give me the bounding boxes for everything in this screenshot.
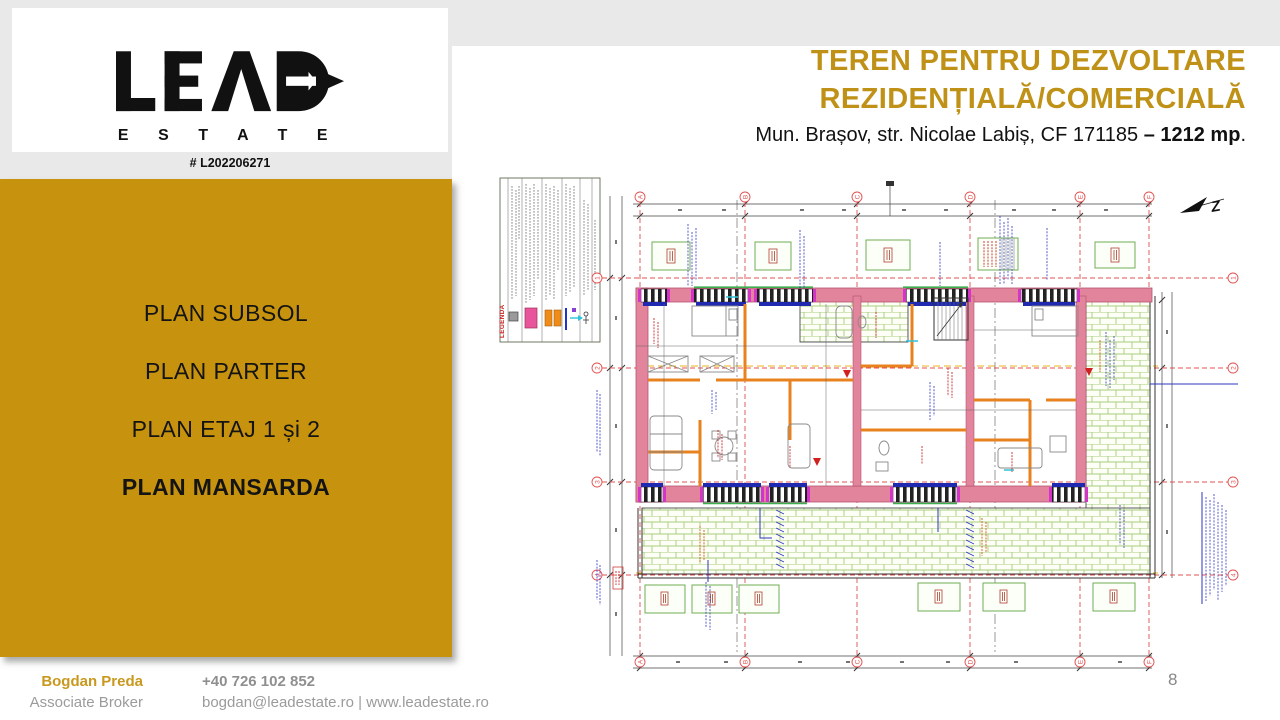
lead-estate-logo xyxy=(116,48,344,148)
svg-text:1: 1 xyxy=(1230,276,1238,280)
menu-item-plan-etaj[interactable]: PLAN ETAJ 1 și 2 xyxy=(131,415,321,442)
svg-text:A: A xyxy=(637,194,645,200)
logo-estate-text: E S T A T E xyxy=(117,127,341,145)
svg-text:E: E xyxy=(1077,659,1085,665)
subtitle-address: Mun. Brașov, str. Nicolae Labiș, CF 171185 xyxy=(755,123,1144,146)
svg-text:C: C xyxy=(854,194,862,200)
page-number: 8 xyxy=(1168,670,1178,689)
svg-text:4: 4 xyxy=(1230,573,1238,577)
agent-contact-links[interactable]: bogdan@leadestate.ro | www.leadestate.ro xyxy=(202,693,489,711)
svg-text:D: D xyxy=(967,194,975,200)
svg-text:F: F xyxy=(1146,660,1154,664)
svg-text:F: F xyxy=(1146,195,1154,199)
slide-subtitle xyxy=(526,122,1246,148)
logo-card xyxy=(12,8,448,152)
svg-text:3: 3 xyxy=(1230,480,1238,484)
title-block xyxy=(526,42,1246,148)
plan-legend xyxy=(499,178,600,342)
slide-title-line1: TEREN PENTRU DEZVOLTARE xyxy=(810,45,1246,77)
subtitle-period: . xyxy=(1240,123,1246,146)
svg-text:Z: Z xyxy=(1209,197,1222,216)
agent-role: Associate Broker xyxy=(29,693,143,711)
legend-title: LEGENDA xyxy=(499,304,506,338)
svg-text:4: 4 xyxy=(594,573,602,577)
svg-text:B: B xyxy=(742,194,750,200)
menu-item-plan-subsol[interactable]: PLAN SUBSOL xyxy=(143,299,309,326)
svg-text:3: 3 xyxy=(594,480,602,484)
north-arrow-icon xyxy=(1180,197,1224,216)
svg-text:A: A xyxy=(637,659,645,665)
svg-text:D: D xyxy=(967,659,975,665)
plan-menu-panel xyxy=(0,179,452,657)
slide-title-line2: REZIDENȚIALĂ/COMERCIALĂ xyxy=(819,83,1246,116)
lead-logo-icon xyxy=(116,48,344,148)
plan-menu xyxy=(0,284,452,516)
svg-text:2: 2 xyxy=(1230,366,1238,370)
listing-ref-number: # L202206271 xyxy=(189,156,271,170)
menu-item-plan-mansarda[interactable]: PLAN MANSARDA xyxy=(121,473,331,500)
floorplan-drawing xyxy=(488,172,1280,720)
svg-text:B: B xyxy=(742,659,750,665)
menu-item-plan-parter[interactable]: PLAN PARTER xyxy=(144,357,308,384)
svg-text:2: 2 xyxy=(594,366,602,370)
agent-name: Bogdan Preda xyxy=(41,673,143,690)
svg-text:E: E xyxy=(1077,194,1085,200)
svg-text:1: 1 xyxy=(594,276,602,280)
agent-block xyxy=(0,672,143,713)
agent-phone: +40 726 102 852 xyxy=(202,673,316,690)
subtitle-area: – 1212 mp xyxy=(1143,123,1241,146)
svg-text:C: C xyxy=(854,659,862,665)
